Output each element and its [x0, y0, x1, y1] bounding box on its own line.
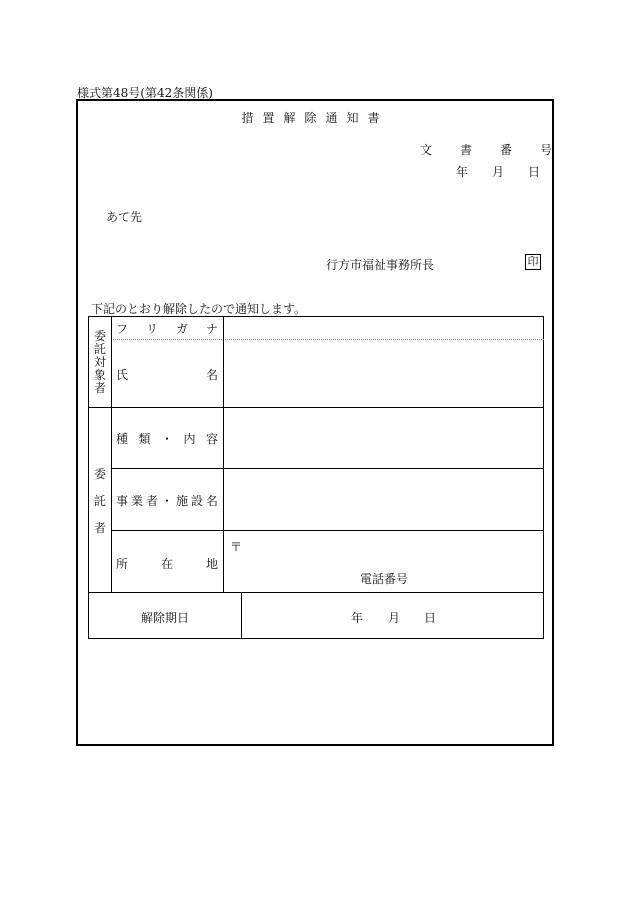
- row-divider-subject: [88, 407, 544, 408]
- entrusted-subject-group-label: 委 託 対 象 者: [93, 329, 106, 395]
- form-number-label: 様式第48号(第42条関係): [77, 86, 213, 100]
- document-date-label: 年月日: [456, 165, 565, 179]
- col-divider-group: [111, 316, 112, 592]
- facility-name-label: 事 業 者 ・ 施 設 名: [116, 494, 218, 508]
- issuer-name: 行方市福祉事務所長: [326, 258, 435, 272]
- release-date-label: 解除期日: [141, 611, 190, 625]
- document-title: 措置解除通知書: [241, 111, 389, 125]
- release-day-label: 日: [424, 611, 437, 625]
- contractor-group-label: 委 託 者: [93, 467, 106, 535]
- release-year-label: 年: [351, 611, 364, 625]
- document-number-label: 文書番号: [420, 143, 581, 157]
- postal-mark: 〒: [230, 540, 243, 554]
- row-divider-type: [111, 468, 544, 469]
- row-divider-address: [88, 592, 544, 593]
- type-content-label: 種 類 ・ 内 容: [116, 432, 218, 446]
- notice-table: [88, 316, 544, 639]
- addressee-label: あて先: [106, 210, 143, 224]
- name-label: 氏 名: [116, 368, 218, 382]
- seal-stamp: 印: [525, 254, 541, 270]
- release-month-label: 月: [388, 611, 401, 625]
- phone-number-label: 電話番号: [360, 572, 409, 586]
- intro-text: 下記のとおり解除したので通知します。: [91, 302, 307, 316]
- row-divider-facility: [111, 530, 544, 531]
- furigana-label: フ リ ガ ナ: [116, 322, 218, 336]
- address-label: 所 在 地: [116, 557, 218, 571]
- col-divider-release: [241, 592, 242, 639]
- furigana-divider: [111, 339, 544, 340]
- col-divider-label: [223, 316, 224, 592]
